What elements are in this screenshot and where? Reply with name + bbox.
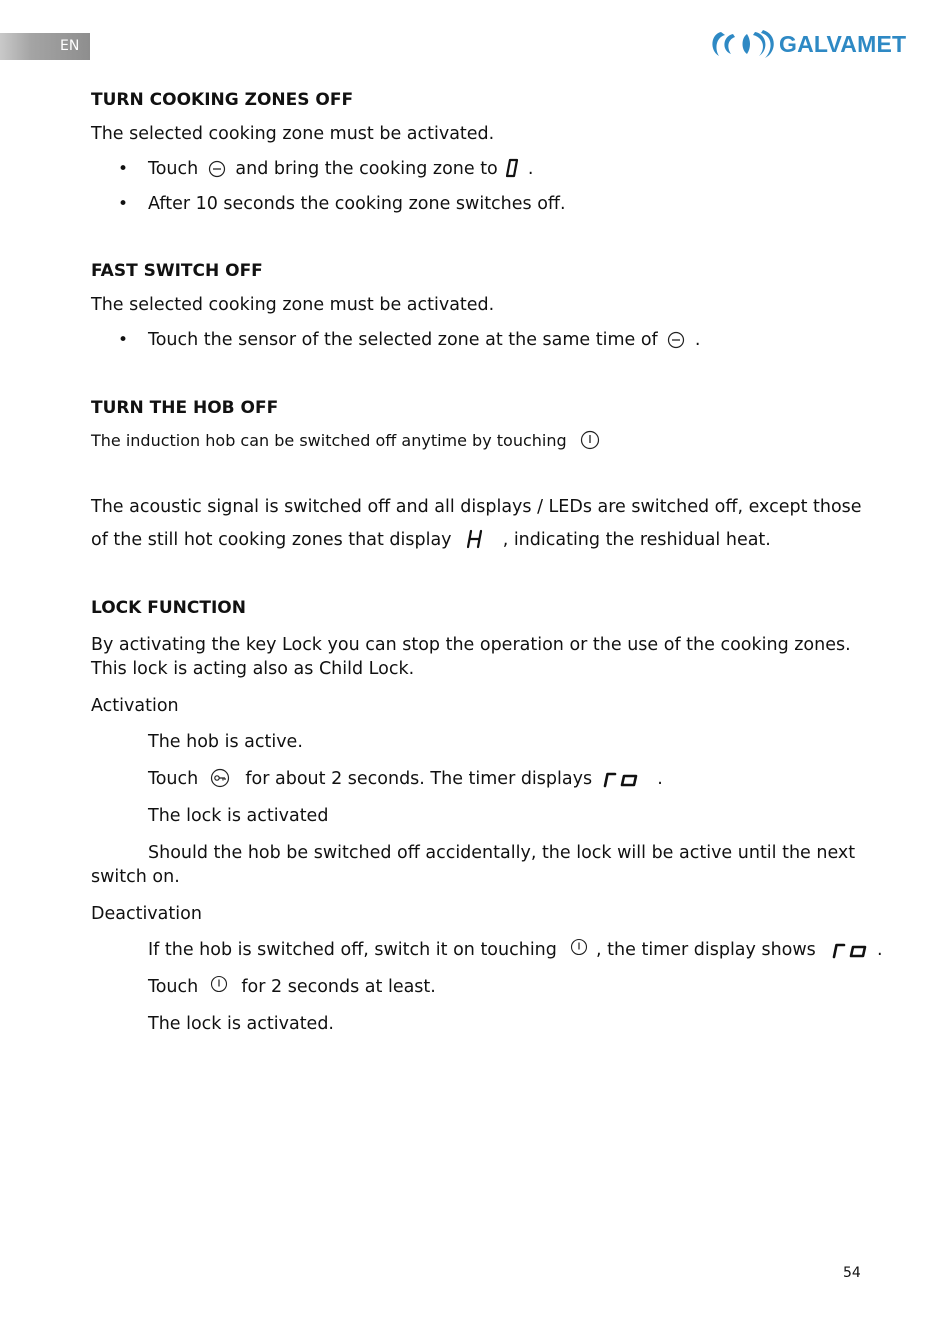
turn-off-step-2: After 10 seconds the cooking zone switches off. xyxy=(148,194,566,214)
hob-off-paragraph-line-2 xyxy=(91,528,771,556)
lock-intro-line-2: This lock is acting also as Child Lock. xyxy=(91,659,415,679)
seven-segment-h-icon xyxy=(467,529,483,556)
turn-off-step-1-post: . xyxy=(527,159,534,179)
fast-off-step-1-post: . xyxy=(694,330,701,350)
power-circle-icon xyxy=(580,430,600,457)
page-number: 54 xyxy=(843,1265,861,1281)
fast-off-intro: The selected cooking zone must be activated. xyxy=(91,295,495,315)
language-tab: EN xyxy=(0,33,90,60)
section-title-lock-function: LOCK FUNCTION xyxy=(91,598,246,618)
bullet-dot: • xyxy=(118,330,129,350)
activation-step-2-pre: Touch xyxy=(148,769,199,789)
lock-intro-line-1: By activating the key Lock you can stop the operation or the use of the cooking zones. xyxy=(91,635,851,655)
hob-off-paragraph-line-2-post: , indicating the reshidual heat. xyxy=(502,530,771,550)
deactivation-step-3: The lock is activated. xyxy=(148,1014,334,1034)
activation-step-2 xyxy=(148,767,663,795)
seven-segment-lock-icon xyxy=(831,941,869,966)
turn-off-step-1-mid: and bring the cooking zone to xyxy=(235,159,498,179)
fast-off-step-1-pre: Touch the sensor of the selected zone at the same time of xyxy=(148,330,658,350)
section-title-fast-switch-off: FAST SWITCH OFF xyxy=(91,261,263,281)
activation-note-line-1: Should the hob be switched off accidentally, the lock will be active until the next xyxy=(148,843,856,863)
activation-step-2-post: . xyxy=(657,769,663,789)
hob-off-line-1-text: The induction hob can be switched off anytime by touching xyxy=(91,431,567,450)
deactivation-step-1-post: . xyxy=(876,940,883,960)
deactivation-step-2 xyxy=(148,975,436,1000)
activation-step-3: The lock is activated xyxy=(148,806,329,826)
turn-off-step-1-pre: Touch xyxy=(148,159,199,179)
deactivation-step-1 xyxy=(148,938,883,966)
key-lock-icon xyxy=(210,768,230,795)
activation-label: Activation xyxy=(91,696,179,716)
deactivation-step-2-post: for 2 seconds at least. xyxy=(241,977,436,997)
deactivation-step-1-mid: , the timer display shows xyxy=(596,940,816,960)
activation-note-line-2: switch on. xyxy=(91,867,180,887)
hob-off-line-1 xyxy=(91,429,604,457)
power-circle-icon xyxy=(210,975,228,1000)
minus-circle-icon xyxy=(208,160,226,185)
brand-name: GALVAMET xyxy=(779,31,907,57)
seven-segment-zero-icon xyxy=(506,158,519,185)
hob-off-paragraph-line-2-pre: of the still hot cooking zones that display xyxy=(91,530,452,550)
section-title-turn-hob-off: TURN THE HOB OFF xyxy=(91,398,279,418)
fast-off-step-1 xyxy=(148,328,700,356)
activation-step-2-mid: for about 2 seconds. The timer displays xyxy=(245,769,593,789)
minus-circle-icon xyxy=(667,331,685,356)
brand-logo xyxy=(707,26,907,66)
power-circle-icon xyxy=(570,938,588,963)
activation-step-1: The hob is active. xyxy=(148,732,303,752)
section-title-turn-zones-off: TURN COOKING ZONES OFF xyxy=(91,90,354,110)
turn-off-step-1 xyxy=(148,157,534,185)
seven-segment-lock-icon xyxy=(602,770,640,795)
brand-swirl-icon xyxy=(707,26,777,62)
bullet-dot: • xyxy=(118,159,129,179)
turn-off-intro: The selected cooking zone must be activated. xyxy=(91,124,495,144)
hob-off-paragraph-line-1: The acoustic signal is switched off and all displays / LEDs are switched off, except those xyxy=(91,497,862,517)
deactivation-step-2-pre: Touch xyxy=(148,977,199,997)
deactivation-step-1-pre: If the hob is switched off, switch it on touching xyxy=(148,940,557,960)
bullet-dot: • xyxy=(118,194,129,214)
deactivation-label: Deactivation xyxy=(91,904,202,924)
